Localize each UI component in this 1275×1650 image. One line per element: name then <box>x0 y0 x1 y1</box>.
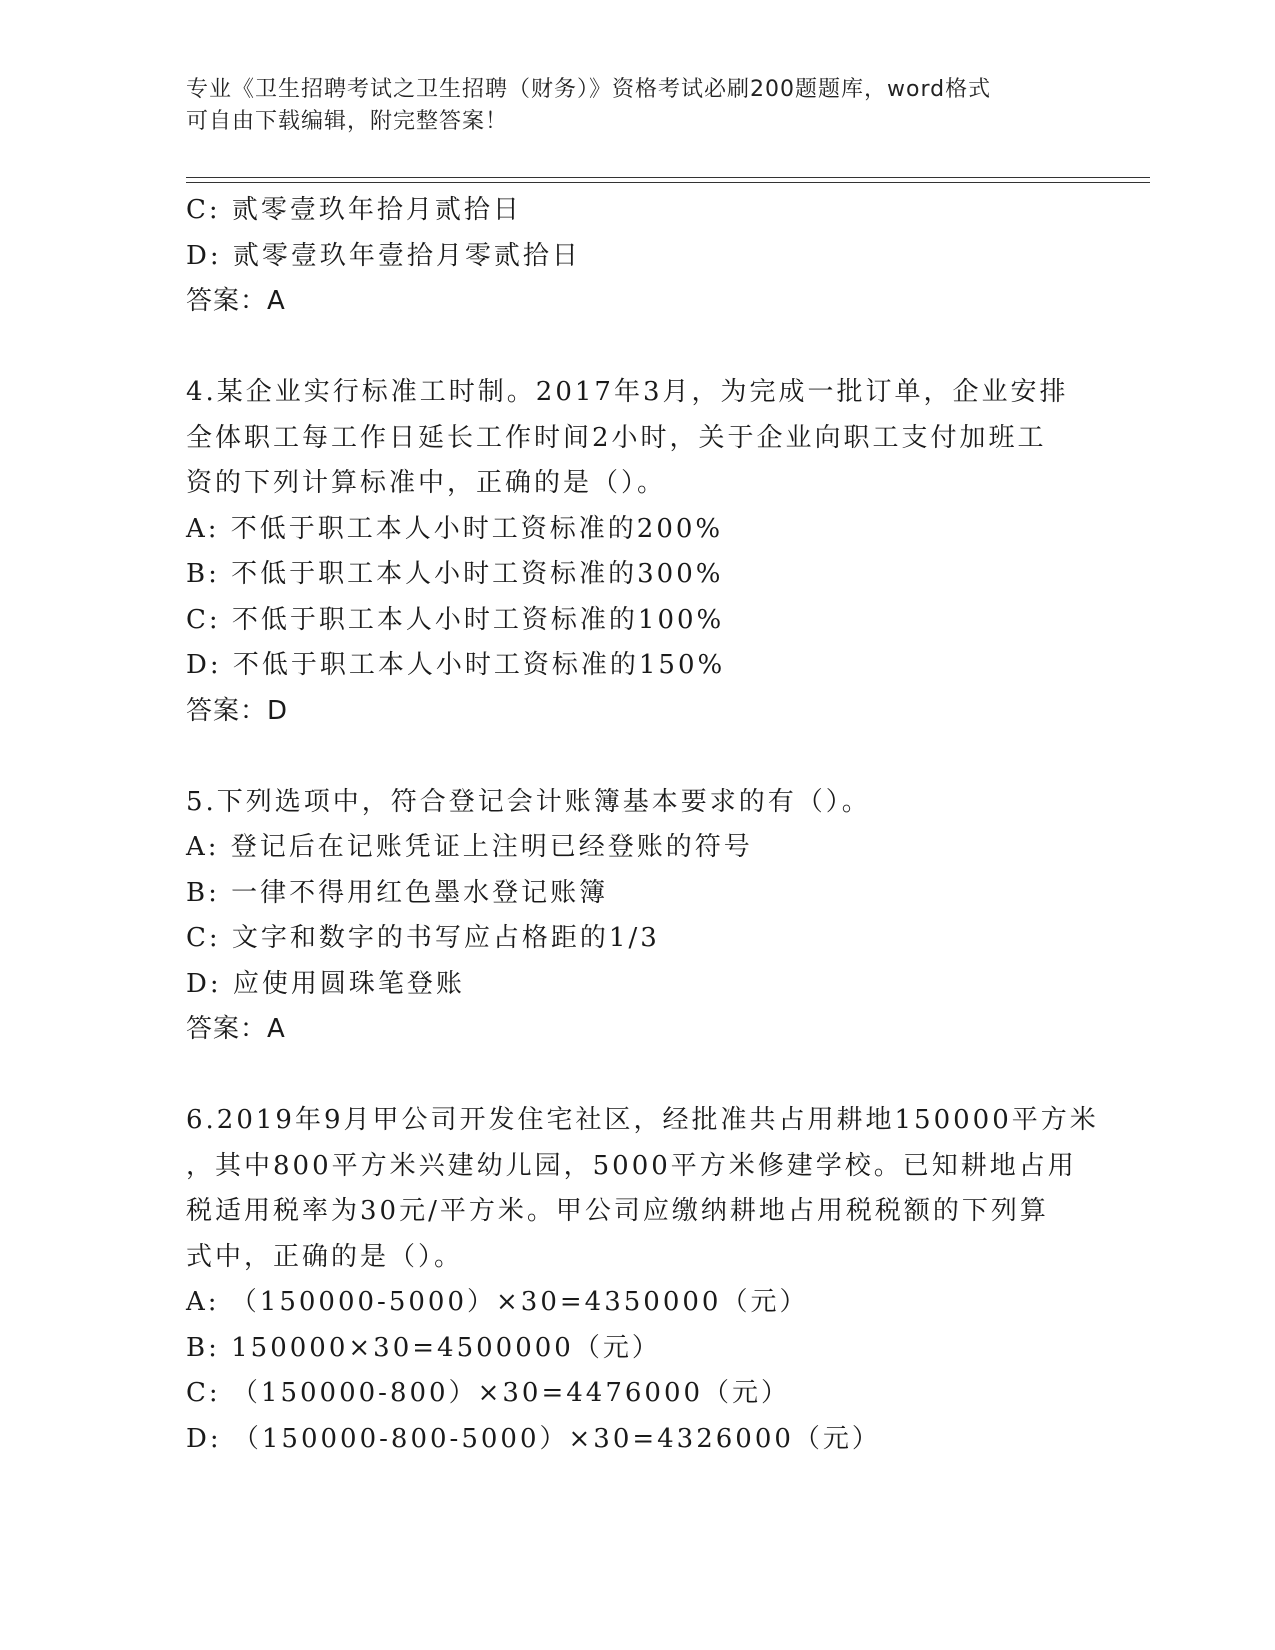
question-6 <box>186 1098 1099 1462</box>
q5-option-c: C: 文字和数字的书写应占格距的1/3 <box>186 923 660 953</box>
spacer <box>186 734 1086 780</box>
q5-option-a: A: 登记后在记账凭证上注明已经登账的符号 <box>186 832 753 862</box>
q5-option-b: B: 一律不得用红色墨水登记账簿 <box>186 877 609 908</box>
q6-option-a: A: （150000-5000）×30=4350000（元） <box>186 1287 809 1317</box>
q3-option-d: D: 贰零壹玖年壹拾月零贰拾日 <box>186 240 581 271</box>
q5-answer: 答案：A <box>186 1014 286 1044</box>
spacer <box>186 1053 1086 1099</box>
question-list <box>186 188 1099 1462</box>
q6-stem-line-2: ，其中800平方米兴建幼儿园，5000平方米修建学校。已知耕地占用 <box>186 1150 1077 1181</box>
page-header <box>186 74 1066 138</box>
header-title-line-2: 可自由下载编辑，附完整答案！ <box>186 109 509 134</box>
q4-stem-line-3: 资的下列计算标准中，正确的是（）。 <box>186 468 667 498</box>
question-4 <box>186 370 1086 734</box>
q4-option-c: C: 不低于职工本人小时工资标准的100% <box>186 604 725 635</box>
question-3 <box>186 188 1086 325</box>
q6-option-c: C: （150000-800）×30=4476000（元） <box>186 1378 791 1408</box>
q4-option-d: D: 不低于职工本人小时工资标准的150% <box>186 650 726 680</box>
q4-option-b: B: 不低于职工本人小时工资标准的300% <box>186 559 724 589</box>
q4-stem-line-2: 全体职工每工作日延长工作时间2小时，关于企业向职工支付加班工 <box>186 422 1047 453</box>
spacer <box>186 325 1086 371</box>
q3-answer: 答案：A <box>186 286 286 316</box>
q3-option-c: C: 贰零壹玖年拾月贰拾日 <box>186 195 522 225</box>
q6-stem-line-3: 税适用税率为30元/平方米。甲公司应缴纳耕地占用税税额的下列算 <box>186 1196 1049 1226</box>
q6-stem-line-1: 6.2019年9月甲公司开发住宅社区，经批准共占用耕地150000平方米 <box>186 1105 1099 1135</box>
header-divider-top <box>186 177 1150 178</box>
q5-option-d: D: 应使用圆珠笔登账 <box>186 968 465 999</box>
q6-option-b: B: 150000×30=4500000（元） <box>186 1332 661 1363</box>
q5-stem-line-1: 5.下列选项中，符合登记会计账簿基本要求的有（）。 <box>186 786 871 817</box>
question-5 <box>186 780 1086 1053</box>
q6-stem-line-4: 式中，正确的是（）。 <box>186 1241 464 1272</box>
q4-option-a: A: 不低于职工本人小时工资标准的200% <box>186 513 724 544</box>
q4-answer: 答案：D <box>186 695 289 726</box>
q6-option-d: D: （150000-800-5000）×30=4326000（元） <box>186 1423 881 1454</box>
header-title-line-1: 专业《卫生招聘考试之卫生招聘（财务）》资格考试必刷200题题库，word格式 <box>186 77 992 102</box>
header-divider-bottom <box>186 182 1150 183</box>
q4-stem-line-1: 4.某企业实行标准工时制。2017年3月，为完成一批订单，企业安排 <box>186 377 1069 407</box>
